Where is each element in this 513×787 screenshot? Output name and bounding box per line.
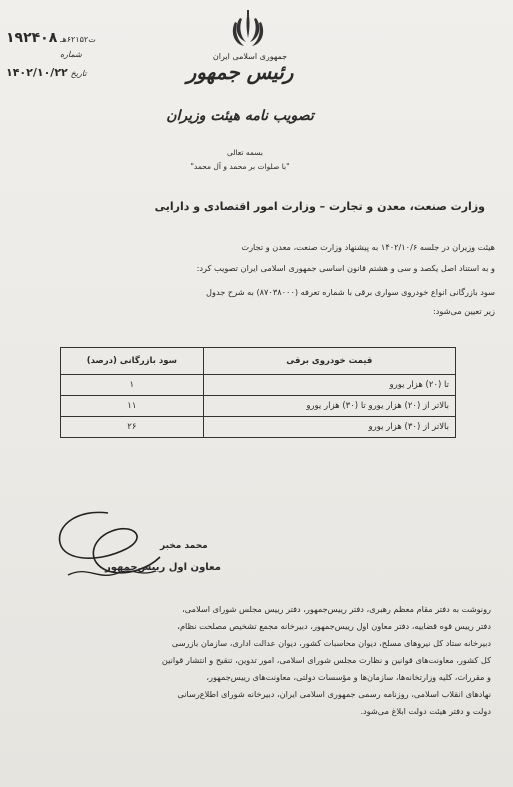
table-row (61, 417, 456, 438)
cc-line-3: دبیرخانه ستاد کل نیروهای مسلح، دیوان محاسبات کشور، دیوان عدالت اداری، سازمان بازرسی (171, 638, 491, 648)
cc-line-1: رونوشت به دفتر مقام معظم رهبری، دفتر رییس‌جمهور، دفتر رییس مجلس شورای اسلامی، (182, 604, 491, 614)
cc-line-5: و مقررات، کلیه وزارتخانه‌ها، سازمان‌ها و مؤسسات دولتی، معاونت‌های رییس‌جمهور، (206, 672, 491, 682)
profit-cell: ۲۶ (61, 417, 204, 438)
signatory-name: محمد مخبر (160, 541, 208, 551)
date-label: تاریخ (70, 69, 87, 78)
body-line-4: زیر تعیین می‌شود: (432, 306, 495, 316)
signatory-title: معاون اول رییس‌جمهور (105, 562, 221, 573)
letter-number: ۱۹۲۴۰۸ (6, 30, 58, 46)
president-office: رئیس جمهور (186, 60, 294, 84)
column-header-profit: سود بازرگانی (درصد) (61, 348, 204, 375)
invocation: بسمه تعالی (226, 148, 264, 157)
handwritten-signature (38, 505, 178, 585)
column-header-price: قیمت خودروی برقی (203, 348, 455, 375)
addressee-ministries: وزارت صنعت، معدن و تجارت – وزارت امور اقتصادی و دارایی (154, 200, 485, 213)
table-header-row (61, 348, 456, 375)
body-line-2: و به استناد اصل یکصد و سی و هشتم قانون اساسی جمهوری اسلامی ایران تصویب کرد: (196, 263, 495, 273)
body-line-3: سود بازرگانی انواع خودروی سواری برقی با شماره تعرفه (۸۷۰۳۸۰۰۰) به شرح جدول (206, 287, 495, 297)
letter-number-label: شماره (60, 50, 82, 59)
profit-cell: ۱ (61, 375, 204, 396)
body-line-1: هیئت وزیران در جلسه ۱۴۰۲/۱۰/۶ به پیشنهاد وزارت صنعت، معدن و تجارت (241, 242, 495, 252)
price-cell: بالاتر از (۲۰) هزار یورو تا (۳۰) هزار یورو (203, 396, 455, 417)
price-cell: تا (۲۰) هزار یورو (203, 375, 455, 396)
salawat: "با صلوات بر محمد و آل محمد" (190, 162, 290, 171)
iran-emblem-icon (228, 8, 268, 52)
cc-line-6: نهادهای انقلاب اسلامی، روزنامه رسمی جمهوری اسلامی ایران، دبیرخانه شورای اطلاع‌رسانی (177, 689, 491, 699)
resolution-title: تصویب نامه هیئت وزیران (166, 108, 314, 124)
government-name: جمهوری اسلامی ایران (212, 52, 288, 61)
letter-number-row (6, 30, 121, 46)
cc-line-2: دفتر رییس قوه قضاییه، دفتر معاون اول رییس‌جمهور، دبیرخانه مجمع تشخیص مصلحت نظام، (177, 621, 491, 631)
commercial-profit-table (60, 347, 456, 438)
letter-ref: ت۶۲۱۵۲هـ (60, 35, 96, 44)
table-row (61, 396, 456, 417)
table-row (61, 375, 456, 396)
cc-line-7: دولت و دفتر هیئت دولت ابلاغ می‌شود. (360, 706, 491, 716)
date-row (6, 66, 121, 79)
price-cell: بالاتر از (۳۰) هزار یورو (203, 417, 455, 438)
letter-date: ۱۴۰۲/۱۰/۲۲ (6, 66, 68, 79)
cc-line-4: کل کشور، معاونت‌های قوانین و نظارت مجلس شورای اسلامی، امور تدوین، تنقیح و انتشار قوانین (161, 655, 491, 665)
profit-cell: ۱۱ (61, 396, 204, 417)
